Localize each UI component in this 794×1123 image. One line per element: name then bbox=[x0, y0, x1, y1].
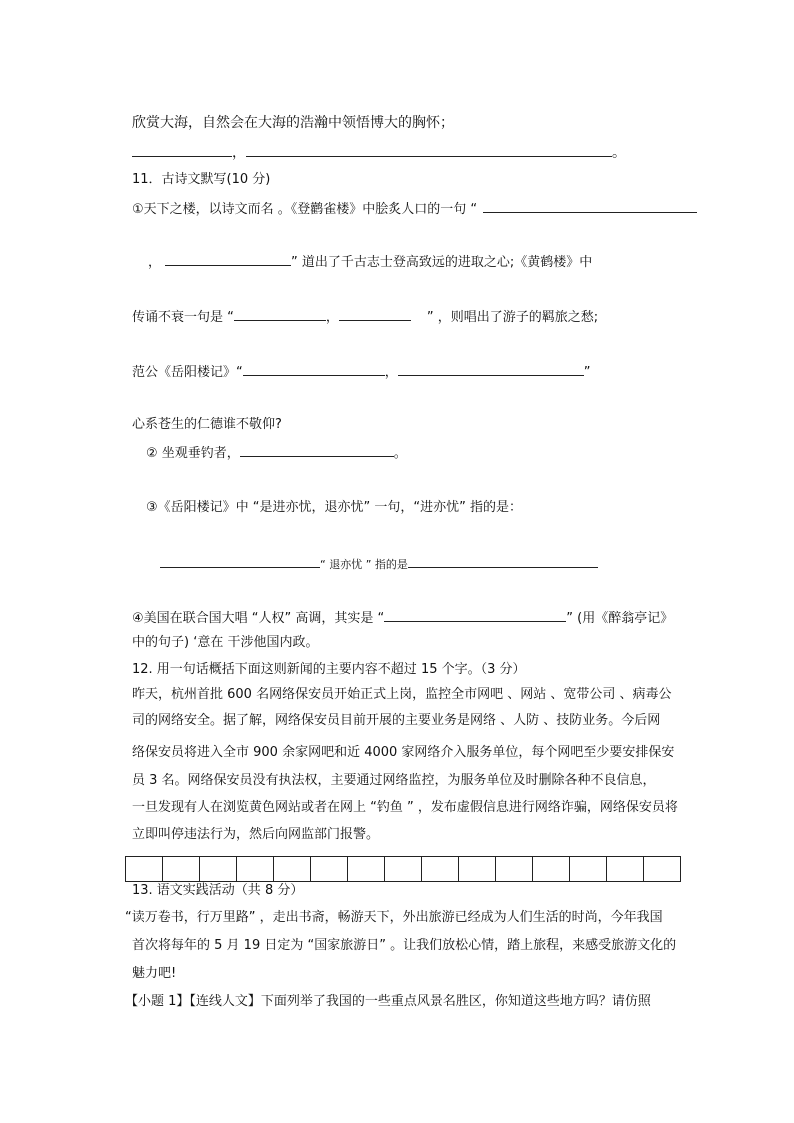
answer-blank[interactable] bbox=[483, 198, 697, 213]
blank-line: “ 退亦忧 ” 指的是 bbox=[160, 553, 598, 575]
question-title: 13. 语文实践活动（共 8 分） bbox=[132, 883, 304, 898]
text-line: 欣赏大海，自然会在大海的浩瀚中领悟博大的胸怀； bbox=[132, 115, 454, 131]
text-line: ①天下之楼，以诗文而名 。《登鹳雀楼》中脍炙人口的一句 “ bbox=[132, 198, 697, 220]
answer-grid-cell[interactable] bbox=[274, 857, 311, 882]
answer-grid-cell[interactable] bbox=[348, 857, 385, 882]
answer-grid-cell[interactable] bbox=[607, 857, 644, 882]
blank-line: ， 。 bbox=[132, 142, 626, 163]
news-paragraph-line: 司的网络安全。据了解，网络保安员目前开展的主要业务是网络 、人防 、技防业务。今后网 bbox=[132, 713, 661, 728]
question-title: 12. 用一句话概括下面这则新闻的主要内容不超过 15 个字。（3 分） bbox=[132, 662, 526, 677]
text-line: “读万卷书，行万里路” ，走出书斋，畅游天下，外出旅游已经成为人们生活的时尚，今年我国 bbox=[125, 910, 663, 925]
answer-blank[interactable] bbox=[384, 607, 566, 622]
text-line: 传诵不衰一句是 “ ， ” ，则唱出了游子的羁旅之愁; bbox=[132, 306, 598, 328]
text-line: 中的句子) ‘意在 干涉他国内政。 bbox=[132, 635, 319, 650]
answer-blank[interactable] bbox=[160, 553, 320, 568]
answer-blank[interactable] bbox=[339, 306, 411, 321]
answer-blank[interactable] bbox=[165, 251, 291, 266]
answer-grid-cell[interactable] bbox=[163, 857, 200, 882]
answer-grid-cell[interactable] bbox=[385, 857, 422, 882]
answer-grid-cell[interactable] bbox=[459, 857, 496, 882]
question-title: 11．古诗文默写(10 分) bbox=[132, 172, 271, 187]
text-line: 范公《岳阳楼记》“ ， ” bbox=[132, 361, 591, 383]
news-paragraph-line: 一旦发现有人在浏览黄色网站或者在网上 “钓鱼 ” ，发布虚假信息进行网络诈骗，网络保安员将 bbox=[132, 800, 678, 815]
answer-blank[interactable] bbox=[240, 442, 394, 457]
answer-grid-cell[interactable] bbox=[237, 857, 274, 882]
news-paragraph-line: 立即叫停违法行为，然后向网监部门报警。 bbox=[132, 827, 380, 842]
answer-grid-cell[interactable] bbox=[200, 857, 237, 882]
answer-grid-cell[interactable] bbox=[496, 857, 533, 882]
text-line: ④美国在联合国大唱 “人权” 高调，其实是 “ ” (用《醉翁亭记》 bbox=[132, 607, 673, 629]
answer-blank[interactable] bbox=[408, 553, 598, 568]
text-line: ， ” 道出了千古志士登高致远的进取之心;《黄鹤楼》中 bbox=[148, 251, 592, 273]
answer-blank[interactable] bbox=[243, 361, 385, 376]
text-line: 【小题 1】【连线人文】下面列举了我国的一些重点风景名胜区，你知道这些地方吗？请仿照 bbox=[125, 994, 651, 1009]
text-line: 首次将每年的 5 月 19 日定为 “国家旅游日” 。让我们放松心情，踏上旅程，来感受旅游文化的 bbox=[132, 938, 677, 953]
answer-grid-cell[interactable] bbox=[533, 857, 570, 882]
text-line: ③《岳阳楼记》中 “是进亦忧，退亦忧” 一句，“进亦忧” 指的是： bbox=[146, 500, 522, 515]
answer-grid-cell[interactable] bbox=[422, 857, 459, 882]
news-paragraph-line: 员 3 名。网络保安员没有执法权，主要通过网络监控，为服务单位及时删除各种不良信息， bbox=[132, 773, 656, 788]
answer-grid-row bbox=[126, 857, 681, 882]
answer-blank[interactable] bbox=[132, 142, 232, 157]
text-line: 心系苍生的仁德谁不敬仰? bbox=[132, 417, 282, 432]
answer-blank[interactable] bbox=[246, 142, 612, 157]
answer-blank[interactable] bbox=[234, 306, 326, 321]
answer-grid bbox=[125, 856, 681, 882]
answer-blank[interactable] bbox=[398, 361, 584, 376]
text-line: ② 坐观垂钓者， 。 bbox=[146, 442, 407, 464]
text-line: 魅力吧! bbox=[132, 966, 177, 981]
news-paragraph-line: 昨天，杭州首批 600 名网络保安员开始正式上岗，监控全市网吧 、网站 、宽带公司 、病毒公 bbox=[132, 687, 672, 702]
answer-grid-cell[interactable] bbox=[311, 857, 348, 882]
answer-grid-cell[interactable] bbox=[570, 857, 607, 882]
answer-grid-cell[interactable] bbox=[126, 857, 163, 882]
news-paragraph-line: 络保安员将进入全市 900 余家网吧和近 4000 家网络介入服务单位，每个网吧至少要安排保安 bbox=[132, 745, 675, 760]
answer-grid-cell[interactable] bbox=[644, 857, 681, 882]
